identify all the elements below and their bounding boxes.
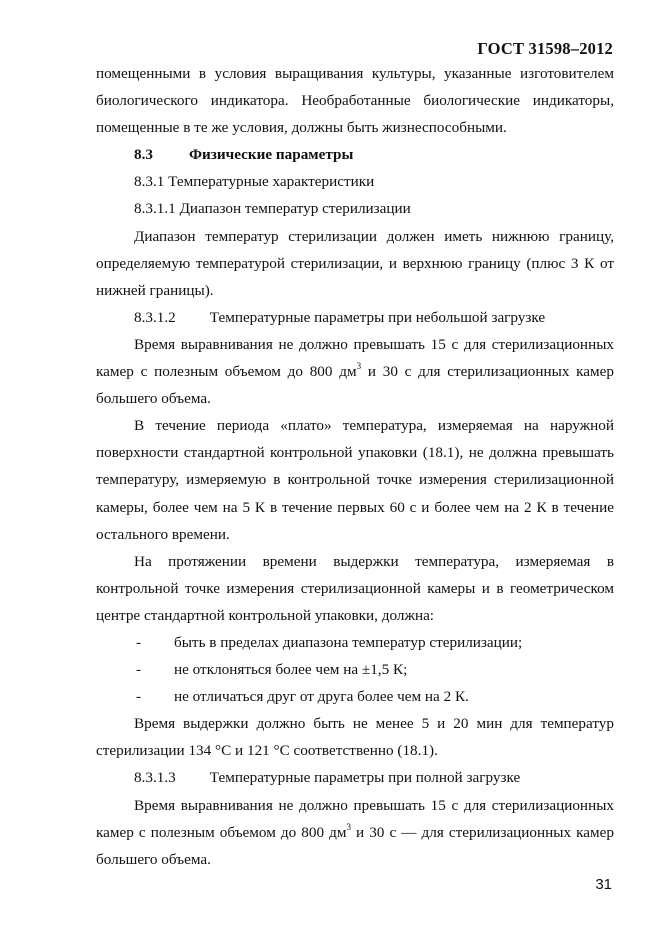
paragraph-hold: На протяжении времени выдержки температура, измеряемая в контрольной точке измерения стерилизационной камеры и в геометрическом центре стандартной контрольной упаковки, должна: — [96, 552, 614, 624]
subsection-number: 8.3.1.2 — [134, 308, 176, 326]
paragraph-range: Диапазон температур стерилизации должен иметь нижнюю границу, определяемую температурой стерилизации, и верхнюю границу (плюс 3 К от нижней границы). — [96, 227, 614, 299]
list-item — [96, 683, 614, 710]
list-item-text: быть в пределах диапазона температур стерилизации; — [174, 633, 523, 651]
bullet-mark: - — [136, 633, 142, 651]
subsection-8-3-1-3 — [96, 764, 614, 791]
section-number: 8.3 — [134, 146, 153, 164]
list-item — [96, 656, 614, 683]
page-number: 31 — [595, 876, 612, 893]
list-item-text: не отклоняться более чем на ±1,5 К; — [174, 661, 408, 679]
section-heading-8-3 — [96, 141, 614, 168]
superscript: 3 — [356, 361, 362, 372]
text-part: и 30 с для стерилизационных камер большего объема. — [96, 363, 614, 408]
superscript: 3 — [346, 821, 351, 832]
list-item — [96, 629, 614, 656]
text-part: и 30 с — для стерилизационных камер большего объема. — [96, 823, 614, 868]
subsection-8-3-1-1: 8.3.1.1 Диапазон температур стерилизации — [134, 200, 411, 218]
paragraph-plateau: В течение периода «плато» температура, измеряемая на наружной поверхности стандартной контрольной упаковки (18.1), не должна превышать температуру, измеряемую в контрольной точке измерения стерилизационной камеры, более чем на 5 К в течение первых 60 с и более чем на 2 К в течение остального времени. — [96, 417, 614, 543]
paragraph-continuation: помещенными в условия выращивания культуры, указанные изготовителем биологического индикатора. Необработанные биологические индикаторы, помещенные в те же условия, должны быть жизнеспособными. — [96, 65, 614, 137]
list-item-text: не отличаться друг от друга более чем на 2 К. — [174, 688, 469, 706]
subsection-8-3-1: 8.3.1 Температурные характеристики — [134, 173, 375, 191]
paragraph-equalization-small — [96, 331, 614, 412]
subsection-title: Температурные параметры при небольшой загрузке — [209, 308, 546, 326]
text-part: Время выравнивания не должно превышать 15 с для стерилизационных камер с полезным объемом до 800 дм — [96, 796, 614, 841]
standard-header: ГОСТ 31598–2012 — [477, 39, 613, 58]
bullet-mark: - — [136, 688, 142, 706]
paragraph-equalization-full — [96, 792, 614, 873]
text-part: Время выравнивания не должно превышать 15 с для стерилизационных камер с полезным объемом до 800 дм — [96, 335, 614, 381]
bullet-mark: - — [136, 661, 142, 679]
paragraph-hold-time: Время выдержки должно быть не менее 5 и 20 мин для температур стерилизации 134 °С и 121 °С соответственно (18.1). — [96, 715, 614, 760]
section-title: Физические параметры — [188, 146, 354, 164]
subsection-number: 8.3.1.3 — [134, 769, 176, 787]
subsection-8-3-1-2 — [96, 304, 614, 331]
subsection-title: Температурные параметры при полной загрузке — [209, 769, 521, 787]
document-body — [96, 60, 614, 873]
